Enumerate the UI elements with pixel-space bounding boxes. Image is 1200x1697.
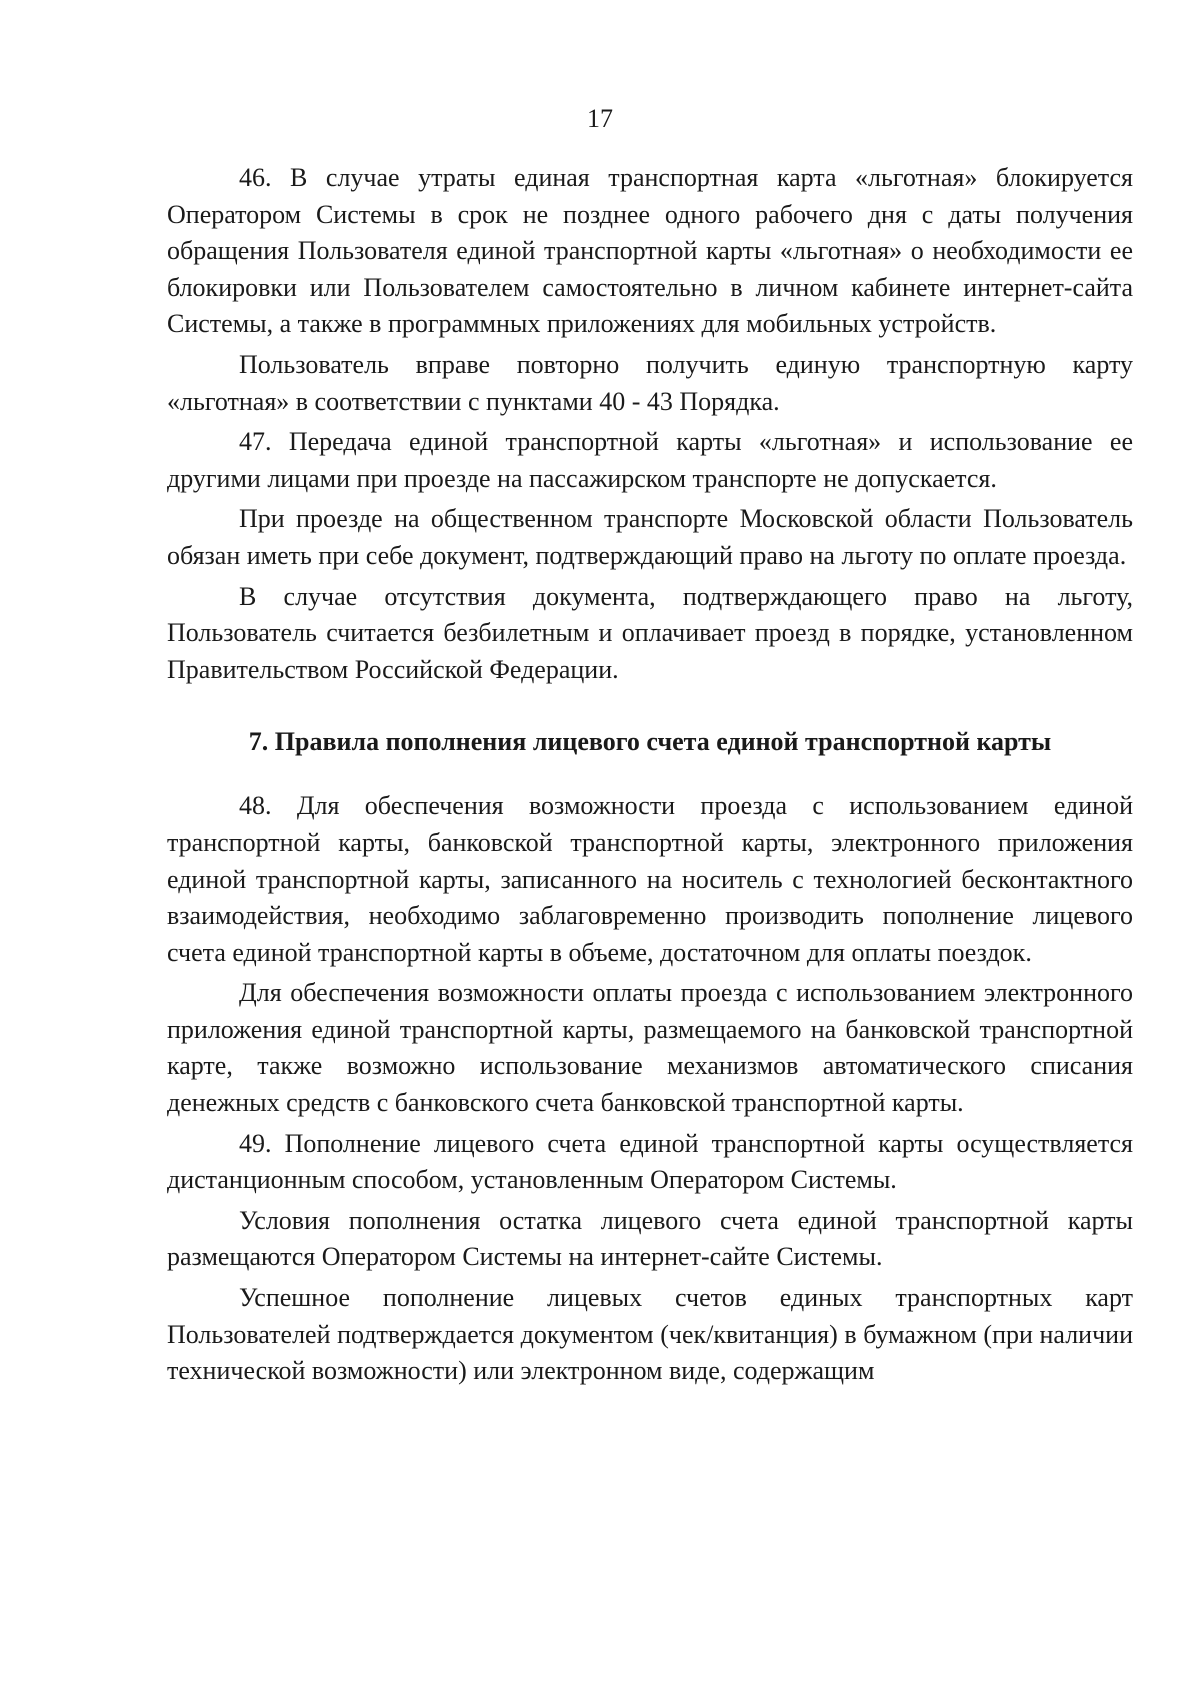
paragraph-auto-debit: Для обеспечения возможности оплаты проезда с использованием электронного приложения единой транспортной карты, размещаемого на банковской транспортной карте, также возможно использование механизмов автоматического списания денежных средств с банковского счета банковской транспортной карты. [167, 978, 1133, 1118]
paragraph-reissue: Пользователь вправе повторно получить единую транспортную карту «льготная» в соответствии с пунктами 40 - 43 Порядка. [167, 349, 1133, 416]
paragraph-46: 46. В случае утраты единая транспортная карта «льготная» блокируется Оператором Системы в срок не позднее одного рабочего дня с даты получения обращения Пользователя единой транспортной карты «льготная» о необходимости ее блокировки или Пользователем самостоятельно в личном кабинете интернет-сайта Системы, а также в программных приложениях для мобильных устройств. [167, 163, 1133, 339]
section-heading: 7. Правила пополнения лицевого счета единой транспортной карты [248, 727, 1052, 757]
paragraph-49: 49. Пополнение лицевого счета единой транспортной карты осуществляется дистанционным способом, установленным Оператором Системы. [167, 1128, 1133, 1195]
page-number: 17 [587, 104, 613, 133]
document-body [167, 160, 1133, 1390]
paragraph-ticketless: В случае отсутствия документа, подтверждающего право на льготу, Пользователь считается безбилетным и оплачивает проезд в порядке, установленном Правительством Российской Федерации. [167, 581, 1133, 684]
paragraph-document-required: При проезде на общественном транспорте Московской области Пользователь обязан иметь при себе документ, подтверждающий право на льготу по оплате проезда. [167, 504, 1133, 570]
paragraph-topup-confirmation: Успешное пополнение лицевых счетов единых транспортных карт Пользователей подтверждается документом (чек/квитанция) в бумажном (при наличии технической возможности) или электронном виде, содержащим [167, 1283, 1133, 1386]
paragraph-48: 48. Для обеспечения возможности проезда с использованием единой транспортной карты, банковской транспортной карты, электронного приложения единой транспортной карты, записанного на носитель с технологией бесконтактного взаимодействия, необходимо заблаговременно производить пополнение лицевого счета единой транспортной карты в объеме, достаточном для оплаты поездок. [167, 791, 1133, 967]
paragraph-topup-conditions: Условия пополнения остатка лицевого счета единой транспортной карты размещаются Оператором Системы на интернет-сайте Системы. [167, 1205, 1133, 1272]
paragraph-47: 47. Передача единой транспортной карты «льготная» и использование ее другими лицами при проезде на пассажирском транспорте не допускается. [167, 427, 1133, 493]
